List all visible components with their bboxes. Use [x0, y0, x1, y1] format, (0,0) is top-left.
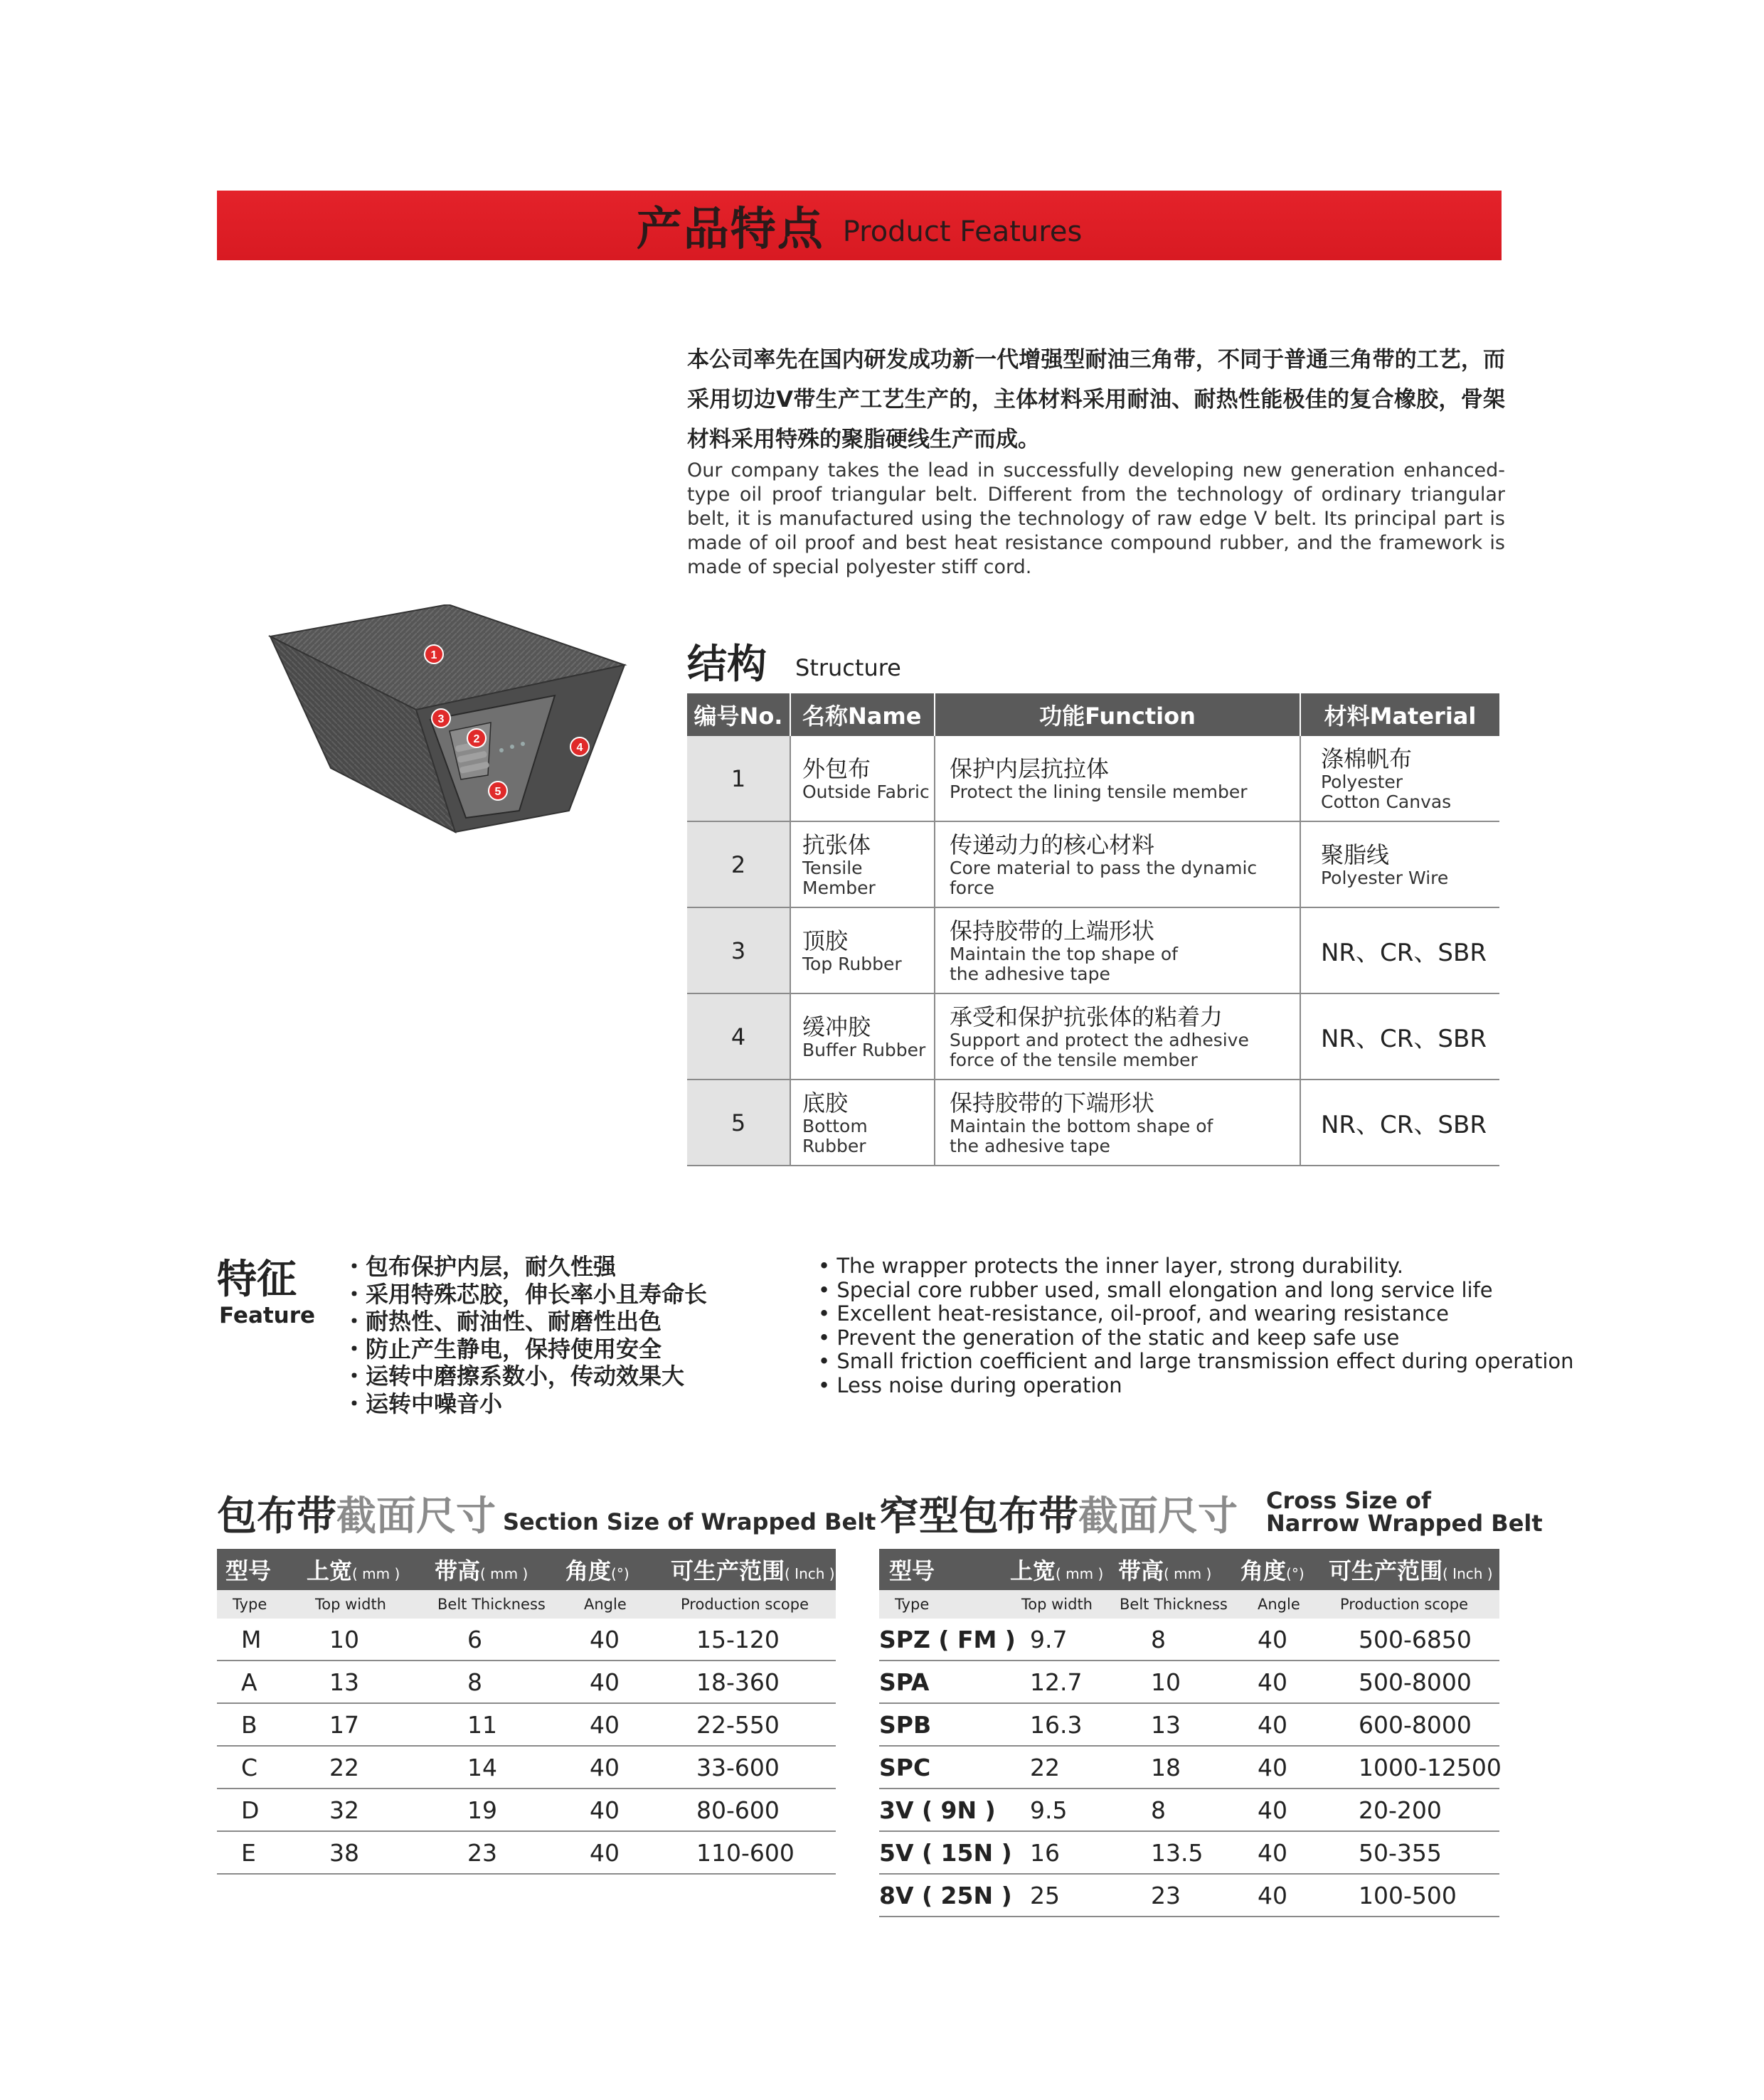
func-cn: 传递动力的核心材料: [950, 831, 1155, 858]
name-en: Top Rubber: [802, 953, 902, 974]
table-header: 型号 上宽( mm ) 带高( mm ) 角度(°) 可生产范围( Inch ): [217, 1549, 836, 1590]
table-row: C 22 14 40 33-600: [217, 1747, 836, 1789]
func-cn: 保护内层抗拉体: [950, 755, 1110, 782]
cell-function: [935, 1080, 1301, 1165]
marker-1: [425, 645, 443, 663]
belt-cross-section-image: [263, 604, 633, 875]
table-row: SPA 12.7 10 40 500-8000: [879, 1661, 1499, 1704]
wrapped-belt-table: [217, 1549, 836, 1875]
table-row: [687, 908, 1499, 994]
header-function: 功能Function: [935, 693, 1301, 736]
mat-cn: 聚脂线: [1321, 841, 1390, 868]
svg-text:5: 5: [494, 786, 501, 798]
mat-en: Polyester Wire: [1321, 867, 1449, 888]
structure-table-header: [687, 693, 1499, 736]
func-en: Maintain the bottom shape of the adhesive tape: [950, 1115, 1213, 1156]
table-row: [687, 994, 1499, 1080]
list-item: • Special core rubber used, small elongation and long service life: [818, 1277, 1493, 1302]
wrapped-belt-title: 包布带截面尺寸 Section Size of Wrapped Belt: [217, 1493, 876, 1540]
cell-function: [935, 908, 1301, 993]
banner-title-cn: 产品特点: [636, 203, 824, 256]
func-cn: 保持胶带的上端形状: [950, 917, 1155, 944]
mat-cn: 涤棉帆布: [1321, 745, 1413, 772]
table-row: [687, 822, 1499, 908]
svg-text:4: 4: [576, 742, 583, 754]
list-item: ・防止产生静电，保持使用安全: [343, 1335, 662, 1363]
list-item: • Less noise during operation: [818, 1373, 1122, 1397]
feature-list-en: [818, 1254, 1574, 1397]
marker-5: [489, 782, 507, 800]
mat-value: NR、CR、SBR: [1321, 1111, 1487, 1139]
name-en: Tensile Member: [802, 857, 876, 898]
list-item: • The wrapper protects the inner layer, strong durability.: [818, 1254, 1403, 1278]
name-en: Outside Fabric: [802, 781, 930, 802]
name-cn: 底胶: [802, 1089, 849, 1116]
table-row: A 13 8 40 18-360: [217, 1661, 836, 1704]
list-item: ・采用特殊芯胶，伸长率小且寿命长: [343, 1280, 708, 1308]
cell-no: 4: [687, 994, 791, 1079]
table-row: 8V ( 25N ) 25 23 40 100-500: [879, 1875, 1499, 1917]
table-header: 型号 上宽( mm ) 带高( mm ) 角度(°) 可生产范围( Inch ): [879, 1549, 1499, 1590]
header-material: 材料Material: [1324, 703, 1477, 730]
cell-material: [1301, 908, 1499, 993]
feature-title-cn: 特征: [217, 1257, 297, 1303]
cell-no: 5: [687, 1080, 791, 1165]
table-row: SPC 22 18 40 1000-12500: [879, 1747, 1499, 1789]
marker-3: [432, 709, 450, 727]
func-cn: 承受和保护抗张体的粘着力: [950, 1003, 1223, 1030]
narrow-belt-title-en: Cross Size of Narrow Wrapped Belt: [1266, 1487, 1543, 1537]
mat-value: NR、CR、SBR: [1321, 939, 1487, 967]
svg-text:2: 2: [473, 733, 480, 745]
narrow-belt-title: 窄型包布带截面尺寸: [879, 1493, 1238, 1540]
cell-function: [935, 736, 1301, 821]
func-en: Core material to pass the dynamic force: [950, 857, 1258, 898]
cell-function: [935, 822, 1301, 907]
header-banner: [217, 191, 1502, 260]
name-en: Bottom Rubber: [802, 1115, 868, 1156]
banner-title: [217, 191, 1502, 260]
header-name: 名称Name: [791, 693, 935, 736]
cell-material: [1301, 994, 1499, 1079]
name-cn: 缓冲胶: [802, 1013, 871, 1040]
intro-text-en: Our company takes the lead in successfully developing new generation enhanced-type oil proof triangular belt. Different from the technology of ordinary triangular belt, it is manufactured using the technology of raw edge V belt. Its principal part is made of oil proof and best heat resistance compound rubber, and the framework is made of special polyester stiff cord.: [687, 459, 1505, 578]
table-row: 3V ( 9N ) 9.5 8 40 20-200: [879, 1789, 1499, 1832]
narrow-belt-table: [879, 1549, 1502, 1917]
cell-material: [1301, 1080, 1499, 1165]
cell-no: 1: [687, 736, 791, 821]
banner-title-en: Product Features: [842, 215, 1083, 248]
structure-title-en: Structure: [795, 654, 901, 681]
cell-name: [791, 736, 935, 821]
cell-function: [935, 994, 1301, 1079]
feature-list-cn: [343, 1253, 707, 1417]
marker-4: [570, 737, 589, 756]
table-row: [687, 736, 1499, 822]
list-item: ・运转中磨擦系数小，传动效果大: [343, 1363, 685, 1390]
table-row: 5V ( 15N ) 16 13.5 40 50-355: [879, 1832, 1499, 1875]
cell-material: [1301, 822, 1499, 907]
structure-title-cn: 结构: [687, 641, 767, 688]
svg-text:1: 1: [430, 649, 437, 661]
cell-name: [791, 822, 935, 907]
list-item: • Excellent heat-resistance, oil-proof, and wearing resistance: [818, 1301, 1449, 1326]
list-item: ・运转中噪音小: [343, 1390, 503, 1417]
func-en: Protect the lining tensile member: [950, 781, 1248, 802]
intro-text-cn: 本公司率先在国内研发成功新一代增强型耐油三角带，不同于普通三角带的工艺，而采用切边V带生产工艺生产的，主体材料采用耐油、耐热性能极佳的复合橡胶，骨架材料采用特殊的聚脂硬线生产而成。: [687, 347, 1505, 452]
name-cn: 抗张体: [802, 831, 871, 858]
marker-2: [467, 729, 486, 747]
mat-en: Polyester Cotton Canvas: [1321, 771, 1452, 812]
table-row: SPZ ( FM ) 9.7 8 40 500-6850: [879, 1619, 1499, 1661]
list-item: • Prevent the generation of the static and keep safe use: [818, 1325, 1400, 1350]
table-row: [687, 1080, 1499, 1166]
table-row: B 17 11 40 22-550: [217, 1704, 836, 1747]
name-en: Buffer Rubber: [802, 1039, 926, 1060]
cell-name: [791, 908, 935, 993]
mat-value: NR、CR、SBR: [1321, 1025, 1487, 1053]
table-row: D 32 19 40 80-600: [217, 1789, 836, 1832]
cell-name: [791, 994, 935, 1079]
svg-text:3: 3: [437, 713, 445, 725]
cell-name: [791, 1080, 935, 1165]
feature-title-en: Feature: [219, 1303, 316, 1328]
table-subheader: Type Top width Belt Thickness Angle Production scope: [879, 1590, 1499, 1619]
list-item: • Small friction coefficient and large transmission effect during operation: [818, 1349, 1574, 1373]
table-row: M 10 6 40 15-120: [217, 1619, 836, 1661]
cell-material: [1301, 736, 1499, 821]
name-cn: 顶胶: [802, 927, 849, 954]
cell-no: 2: [687, 822, 791, 907]
list-item: ・包布保护内层，耐久性强: [343, 1253, 617, 1280]
structure-table: [687, 693, 1499, 1166]
func-en: Maintain the top shape of the adhesive tape: [950, 943, 1178, 984]
table-row: E 38 23 40 110-600: [217, 1832, 836, 1875]
table-subheader: Type Top width Belt Thickness Angle Production scope: [217, 1590, 836, 1619]
name-cn: 外包布: [802, 755, 871, 782]
cell-no: 3: [687, 908, 791, 993]
list-item: ・耐热性、耐油性、耐磨性出色: [343, 1308, 662, 1335]
table-row: SPB 16.3 13 40 600-8000: [879, 1704, 1499, 1747]
header-no: 编号No.: [687, 693, 791, 736]
func-cn: 保持胶带的下端形状: [950, 1089, 1155, 1116]
func-en: Support and protect the adhesive force of the tensile member: [950, 1029, 1249, 1070]
